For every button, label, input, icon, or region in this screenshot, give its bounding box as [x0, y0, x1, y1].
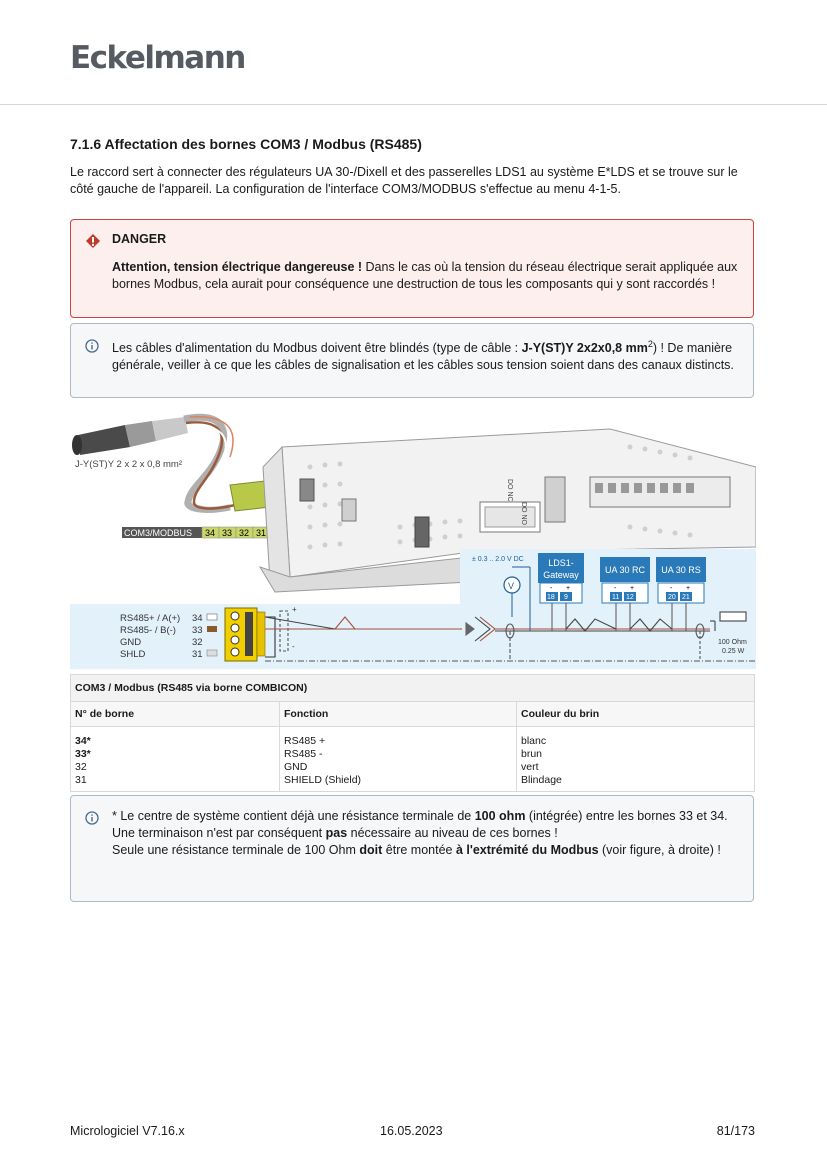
terminal-31: 31 — [75, 774, 87, 786]
info-termination-text — [112, 808, 739, 859]
p2-c: nécessaire au niveau de ces bornes ! — [347, 826, 558, 840]
ua30rc-terminal-12: 12 — [626, 594, 634, 601]
ua30rs-plus: + — [686, 585, 691, 592]
p2-b: pas — [325, 826, 348, 840]
device-label-do-no: DO NO — [520, 502, 527, 525]
pin-label-31: 31 — [256, 528, 267, 538]
p1-a: * Le centre de système contient déjà une résistance terminale de — [112, 809, 475, 823]
color-column — [517, 727, 755, 792]
voltmeter-label: V — [508, 581, 515, 591]
terminal-table — [70, 674, 755, 792]
ua30rs-minus: - — [670, 585, 673, 592]
table-header-function: Fonction — [280, 702, 517, 727]
color-31: Blindage — [521, 774, 562, 786]
signal-a-name: RS485+ / A(+) — [120, 613, 181, 624]
device-lds1-gateway — [538, 553, 584, 603]
footer-page-number: 81/173 — [716, 1124, 755, 1138]
pin-label-34: 34 — [205, 528, 216, 538]
p1-c: (intégrée) entre les bornes 33 et 34. — [525, 809, 728, 823]
p3-b: doit — [359, 843, 383, 857]
intro-paragraph: Le raccord sert à connecter des régulateurs UA 30-/Dixell et des passerelles LDS1 au système E*LDS et se trouve sur le côté gauche de l'appareil. La configuration de l'interface COM3/MODBUS s'effectue au menu 4-1-5. — [70, 165, 738, 196]
section-heading: 7.1.6 Affectation des bornes COM3 / Modbus (RS485) — [70, 136, 422, 152]
ua30rc-terminal-11: 11 — [612, 594, 620, 601]
voltage-label: ± 0.3 .. 2.0 V DC — [472, 556, 524, 563]
signal-shld-name: SHLD — [120, 649, 146, 660]
info-box-cable — [70, 323, 754, 398]
eckelmann-logo: Eckelmann — [70, 40, 245, 76]
cable-type: J-Y(ST)Y 2x2x0,8 mm — [521, 341, 648, 356]
cable-label: J-Y(ST)Y 2 x 2 x 0,8 mm² — [75, 459, 182, 470]
lds1-minus: - — [550, 585, 553, 592]
table-header-terminal: N° de borne — [71, 702, 280, 727]
color-34: blanc — [521, 735, 547, 747]
lds1-label-line1: LDS1- — [548, 558, 574, 568]
terminal-32: 32 — [75, 761, 87, 773]
wire-brown-swatch — [207, 626, 217, 632]
info-cable-text — [112, 336, 739, 374]
pin-label-32: 32 — [239, 528, 250, 538]
table-caption: COM3 / Modbus (RS485 via borne COMBICON) — [71, 675, 755, 702]
function-32: GND — [284, 761, 308, 773]
danger-title: DANGER — [112, 232, 167, 246]
terminal-column — [71, 727, 280, 792]
color-33: brun — [521, 748, 543, 760]
terminal-block — [225, 608, 265, 661]
device-ua30-rs — [656, 557, 706, 603]
connector-pin-labels — [202, 527, 270, 538]
ua30rc-plus: + — [630, 585, 635, 592]
wiring-minus-sign: - — [292, 642, 295, 651]
signal-shld-pin: 31 — [192, 649, 203, 660]
cable-superscript: 2 — [647, 339, 653, 349]
color-32: vert — [521, 761, 539, 773]
info-termination-p2 — [112, 825, 739, 842]
p3-e: (voir figure, à droite) ! — [598, 843, 721, 857]
device-label-do-nc: DO NC — [506, 479, 513, 502]
lds1-terminal-9: 9 — [564, 594, 568, 601]
ua30rc-minus: - — [614, 585, 617, 592]
function-column — [280, 727, 517, 792]
p1-b: 100 ohm — [474, 809, 526, 823]
terminal-33: 33* — [75, 748, 91, 760]
danger-box — [70, 219, 754, 318]
signal-b-name: RS485- / B(-) — [120, 625, 176, 636]
footer-firmware: Micrologiciel V7.16.x — [70, 1124, 185, 1138]
wiring-plus-sign: + — [292, 605, 297, 614]
info-icon — [85, 339, 99, 353]
ua30rs-terminal-20: 20 — [668, 594, 676, 601]
lds1-terminal-18: 18 — [547, 594, 555, 601]
terminal-34: 34* — [75, 735, 91, 747]
info-box-termination — [70, 795, 754, 902]
p3-d: à l'extrémité du Modbus — [455, 843, 599, 857]
p3-a: Seule une résistance terminale de 100 Ohm — [112, 843, 360, 857]
wire-shield-swatch — [207, 650, 217, 656]
info-icon — [85, 811, 99, 825]
wiring-figure — [70, 407, 756, 669]
info-cable-text-b: ) ! De manière générale, veiller à ce que les câbles de signalisation et les câbles sous tension soient dans des canaux distincts. — [112, 341, 734, 373]
lds1-plus: + — [566, 585, 571, 592]
ua30rc-label: UA 30 RC — [604, 565, 646, 575]
danger-text — [112, 259, 739, 293]
function-34: RS485 + — [284, 735, 326, 747]
p3-c: être montée — [382, 843, 456, 857]
function-33: RS485 - — [284, 748, 323, 760]
wire-white-swatch — [207, 614, 217, 620]
function-31: SHIELD (Shield) — [284, 774, 362, 786]
device-ua30-rc — [600, 557, 650, 603]
header-divider — [0, 104, 827, 105]
signal-a-pin: 34 — [192, 613, 203, 624]
connector-label: COM3/MODBUS — [124, 528, 193, 538]
danger-icon — [85, 233, 101, 249]
signal-b-pin: 33 — [192, 625, 203, 636]
signal-gnd-pin: 32 — [192, 637, 203, 648]
info-cable-text-a: Les câbles d'alimentation du Modbus doivent être blindés (type de câble : — [112, 341, 522, 356]
resistor-value: 100 Ohm — [718, 639, 747, 646]
footer-date: 16.05.2023 — [380, 1124, 443, 1138]
signal-gnd-name: GND — [120, 637, 142, 648]
ua30rs-label: UA 30 RS — [661, 565, 701, 575]
info-termination-p3 — [112, 842, 739, 859]
pin-label-33: 33 — [222, 528, 233, 538]
danger-bold-text: Attention, tension électrique dangereuse ! — [112, 260, 363, 274]
ua30rs-terminal-21: 21 — [682, 594, 690, 601]
lds1-label-line2: Gateway — [543, 570, 579, 580]
info-termination-p1 — [112, 808, 739, 825]
danger-body: Dans le cas où la tension du réseau électrique serait appliquée aux bornes Modbus, cela aurait pour conséquence une destruction de tous les composants qui y sont raccordés ! — [112, 260, 738, 291]
resistor-power: 0.25 W — [722, 648, 745, 655]
p2-a: Une terminaison n'est par conséquent — [112, 826, 326, 840]
table-header-color: Couleur du brin — [517, 702, 755, 727]
